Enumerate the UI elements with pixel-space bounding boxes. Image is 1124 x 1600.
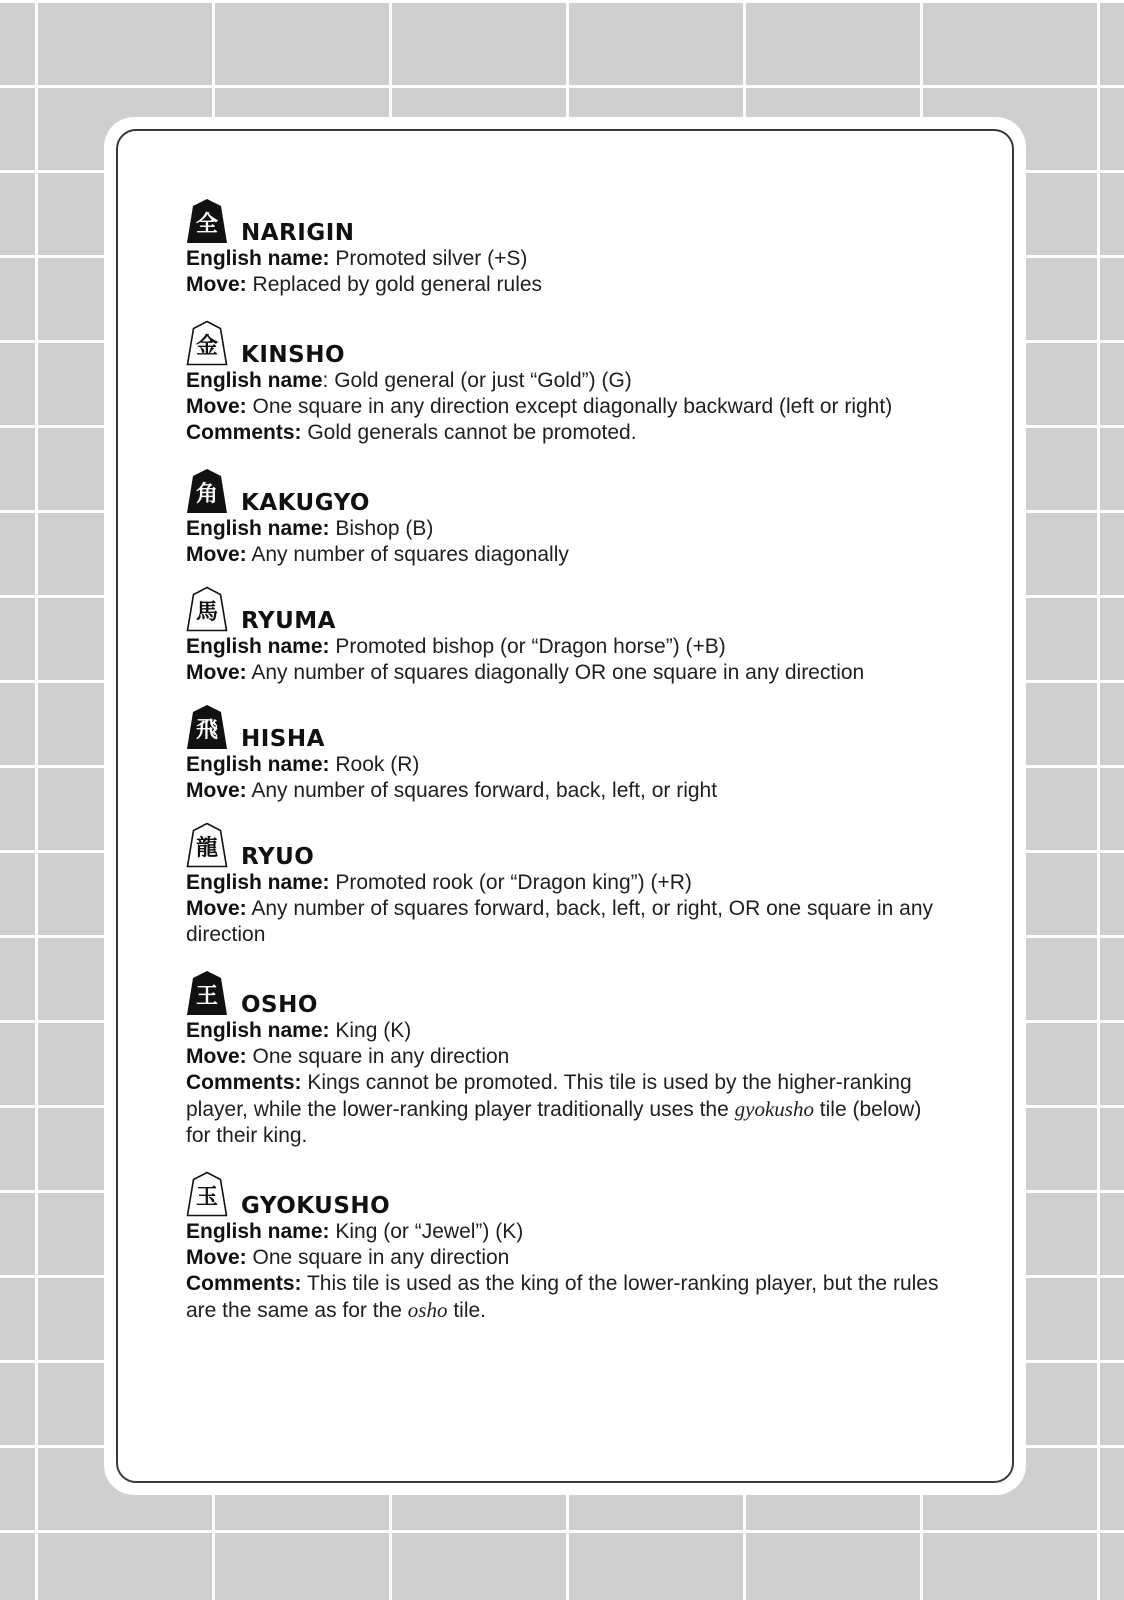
shogi-piece-icon: 角 [186,468,228,514]
english-name-line: English name: Bishop (B) [186,517,434,540]
piece-title: RYUMA [241,608,336,634]
piece-entry-osho [186,970,946,1149]
piece-title: HISHA [241,726,325,752]
piece-title: KAKUGYO [241,490,370,516]
piece-entry-narigin [186,198,946,298]
shogi-piece-icon: 龍 [186,822,228,868]
move-line: Move: Replaced by gold general rules [186,273,543,296]
english-name-line: English name: Promoted rook (or “Dragon king”) (+R) [186,871,692,894]
english-name-line: English name: Rook (R) [186,753,420,776]
english-name-line: English name: Promoted silver (+S) [186,247,528,270]
move-line: Move: Any number of squares diagonally [186,543,569,566]
shogi-piece-icon: 馬 [186,586,228,632]
comments-line: Comments: Kings cannot be promoted. This tile is used by the higher-ranking player, while the lower-ranking player traditionally uses the gyokusho tile (below) for their king. [186,1071,922,1147]
comments-line: Comments: Gold generals cannot be promoted. [186,421,637,444]
shogi-piece-icon: 玉 [186,1171,228,1217]
english-name-line: English name: King (K) [186,1019,412,1042]
move-line: Move: One square in any direction except diagonally backward (left or right) [186,395,893,418]
piece-list [186,198,946,1324]
move-line: Move: One square in any direction [186,1045,510,1068]
piece-entry-kakugyo [186,468,946,568]
comments-line: Comments: This tile is used as the king of the lower-ranking player, but the rules are the same as for the osho tile. [186,1272,939,1322]
move-line: Move: Any number of squares diagonally OR one square in any direction [186,661,865,684]
move-line: Move: Any number of squares forward, back, left, or right, OR one square in any direction [186,897,934,946]
english-name-line: English name: King (or “Jewel”) (K) [186,1220,524,1243]
piece-entry-ryuma [186,586,946,686]
english-name-line: English name: Promoted bishop (or “Dragon horse”) (+B) [186,635,726,658]
piece-entry-kinsho [186,320,946,446]
shogi-piece-icon: 王 [186,970,228,1016]
move-line: Move: Any number of squares forward, back, left, or right [186,779,718,802]
piece-title: OSHO [241,992,318,1018]
english-name-line: English name: Gold general (or just “Gold”) (G) [186,369,632,392]
piece-title: RYUO [241,844,315,870]
shogi-piece-icon: 飛 [186,704,228,750]
piece-entry-ryuo [186,822,946,948]
piece-title: KINSHO [241,342,345,368]
shogi-piece-icon: 金 [186,320,228,366]
move-line: Move: One square in any direction [186,1246,510,1269]
piece-entry-gyokusho [186,1171,946,1324]
piece-title: GYOKUSHO [241,1193,391,1219]
piece-title: NARIGIN [241,220,355,246]
piece-entry-hisha [186,704,946,804]
shogi-piece-icon: 全 [186,198,228,244]
